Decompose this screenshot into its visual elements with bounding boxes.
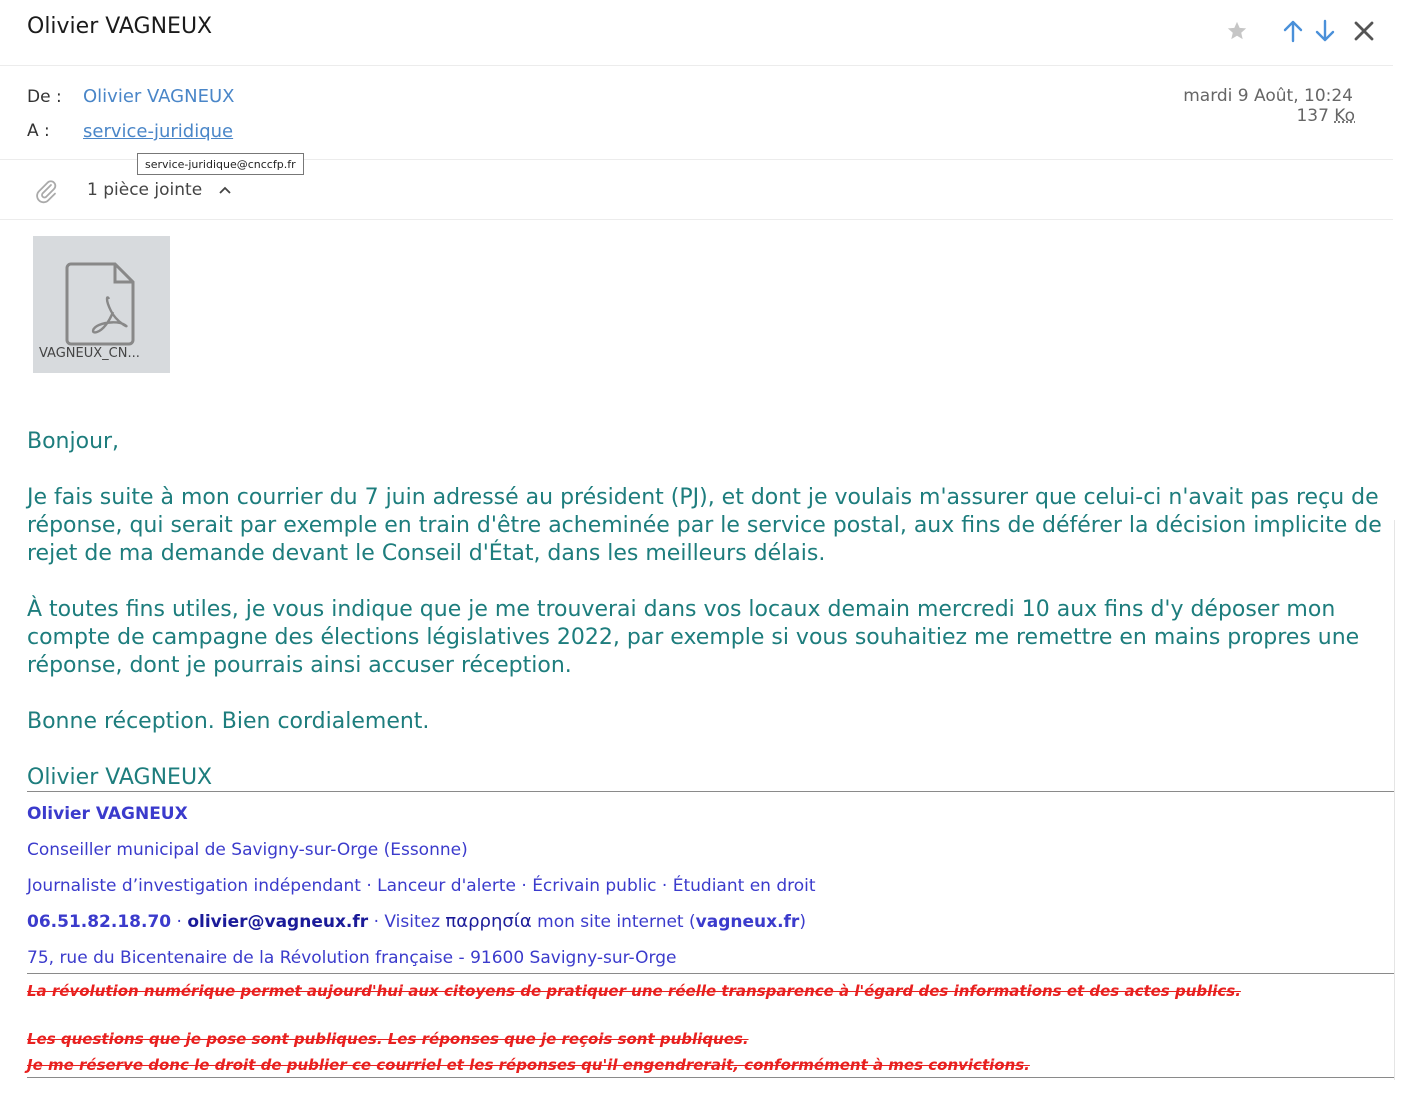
from-label: De :: [27, 87, 62, 107]
signature-role: Conseiller municipal de Savigny-sur-Orge (Essonne): [27, 840, 468, 860]
body-paragraph-2: À toutes fins utiles, je vous indique que je me trouverai dans vos locaux demain mercredi 10 aux fins d'y déposer mon compte de campagne des élections législatives 2022, par exemple si vous souhaitiez me remettre en mains propres une réponse, dont je pourrais ainsi accuser réception.: [27, 597, 1360, 678]
signature-name-plain: Olivier VAGNEUX: [27, 765, 213, 790]
signature-contact: [27, 911, 806, 932]
star-icon[interactable]: [1222, 16, 1252, 46]
email-subject: Olivier VAGNEUX: [27, 14, 213, 39]
signature-name: Olivier VAGNEUX: [27, 804, 188, 824]
chevron-up-icon: [218, 180, 232, 200]
arrow-down-icon[interactable]: [1310, 16, 1340, 46]
legal-bottom-rule: [27, 1077, 1394, 1078]
signature-website[interactable]: vagneux.fr: [695, 912, 800, 932]
paperclip-icon: [34, 178, 58, 208]
attachment-name: VAGNEUX_CN...: [39, 346, 140, 361]
attachment-toggle[interactable]: [87, 180, 232, 200]
email-size-unit: Ko: [1334, 106, 1355, 126]
header-divider: [0, 65, 1393, 66]
attachment-thumbnail[interactable]: [33, 236, 170, 373]
body-paragraph-1: Je fais suite à mon courrier du 7 juin adressé au président (PJ), et dont je voulais m'assurer que celui-ci n'avait pas reçu de réponse, qui serait par exemple en train d'être acheminée par le service postal, aux fins de déférer la décision implicite de rejet de ma demande devant le Conseil d'État, dans les meilleurs délais.: [27, 485, 1382, 566]
sender-name[interactable]: Olivier VAGNEUX: [83, 86, 235, 107]
legal-line-1: La révolution numérique permet aujourd'hui aux citoyens de pratiquer une réelle transparence à l'égard des informations et des actes publics.: [27, 982, 1241, 1000]
pdf-file-icon: [65, 262, 137, 350]
legal-line-2: Les questions que je pose sont publiques. Les réponses que je reçois sont publiques.: [27, 1030, 749, 1048]
attachment-divider: [0, 219, 1393, 220]
parrhesia-logo[interactable]: παρρησία: [445, 911, 532, 932]
signature-email[interactable]: olivier@vagneux.fr: [187, 912, 369, 932]
email-size: [1296, 106, 1355, 126]
greeting: Bonjour,: [27, 429, 120, 454]
signature-address: 75, rue du Bicentenaire de la Révolution française - 91600 Savigny-sur-Orge: [27, 948, 677, 968]
signature-sep: ·: [171, 912, 188, 932]
recipient-tooltip: service-juridique@cnccfp.fr: [137, 153, 304, 175]
email-date: mardi 9 Août, 10:24: [1183, 86, 1353, 106]
signature-paren: ): [799, 912, 806, 932]
signature-titles: Journaliste d’investigation indépendant · Lanceur d'alerte · Écrivain public · Étudiant en droit: [27, 876, 816, 896]
email-size-number: 137: [1296, 106, 1329, 126]
closing-line: Bonne réception. Bien cordialement.: [27, 709, 430, 734]
content-right-border: [1394, 520, 1395, 1080]
signature-site-label: mon site internet (: [531, 912, 696, 932]
to-label: A :: [27, 121, 50, 141]
arrow-up-icon[interactable]: [1278, 16, 1308, 46]
legal-top-rule: [27, 973, 1394, 974]
signature-phone[interactable]: 06.51.82.18.70: [27, 912, 172, 932]
close-icon[interactable]: [1349, 16, 1379, 46]
attachment-count: 1 pièce jointe: [87, 180, 203, 200]
recipient-link[interactable]: service-juridique: [83, 121, 234, 142]
signature-visit: · Visitez: [368, 912, 446, 932]
legal-line-3: Je me réserve donc le droit de publier ce courriel et les réponses qu'il engendrerait, conformément à mes convictions.: [27, 1056, 1030, 1074]
signature-top-rule: [27, 791, 1394, 792]
